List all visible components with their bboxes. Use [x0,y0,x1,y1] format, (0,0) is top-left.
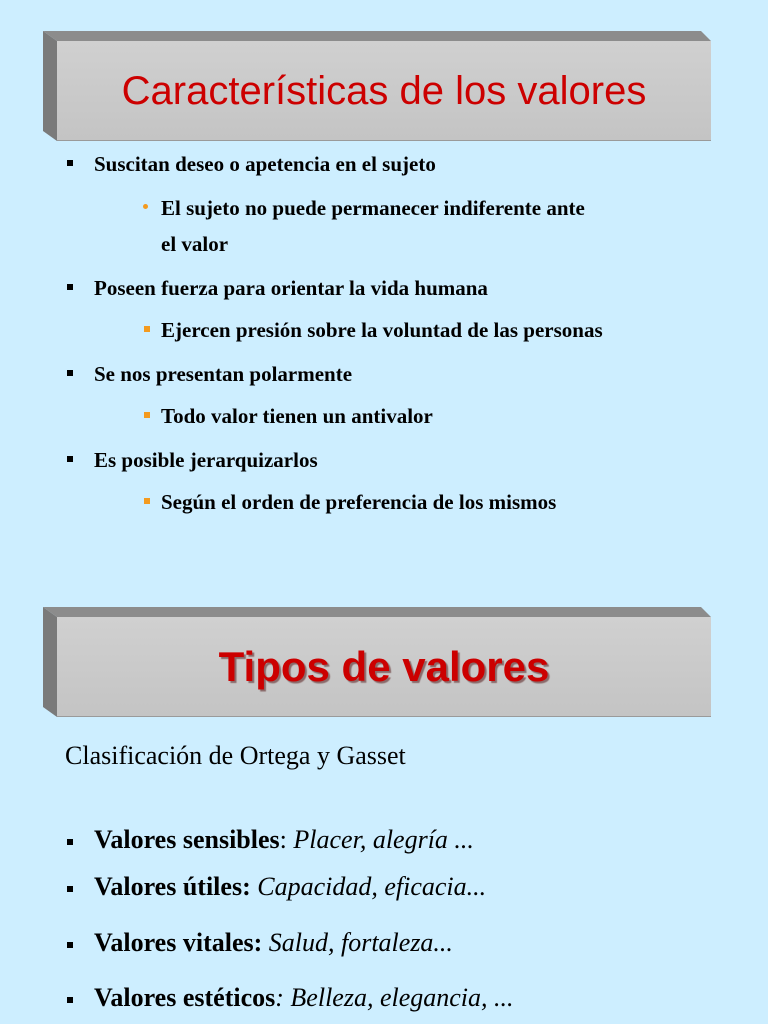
slide1-title: Características de los valores [121,68,647,113]
list-item-continuation: el valor [161,232,229,256]
list-item [94,822,474,858]
value-examples: Belleza, elegancia, ... [290,983,514,1012]
slide2-subtitle: Clasificación de Ortega y Gasset [65,741,406,770]
value-examples: Capacidad, eficacia... [257,872,487,901]
square-bullet-icon [67,160,73,166]
slide2-title-banner [43,607,711,717]
list-item: Todo valor tienen un antivalor [161,404,433,428]
value-type: Valores útiles: [94,872,251,901]
value-type: Valores estéticos [94,983,276,1012]
value-examples: Salud, fortaleza... [268,928,453,957]
square-bullet-icon [144,326,150,332]
list-item: El sujeto no puede permanecer indiferente ante [161,196,585,220]
list-item [94,980,514,1016]
list-item [94,869,486,905]
square-bullet-icon [67,284,73,290]
dot-bullet-icon [143,204,148,209]
list-item: Es posible jerarquizarlos [94,448,318,472]
list-item: Según el orden de preferencia de los mismos [161,490,557,514]
square-bullet-icon [67,942,73,948]
slide2-title: Tipos de valores [218,643,550,690]
square-bullet-icon [67,370,73,376]
list-item: Se nos presentan polarmente [94,362,353,386]
square-bullet-icon [144,412,150,418]
square-bullet-icon [144,498,150,504]
value-separator: : [275,983,291,1012]
list-item: Ejercen presión sobre la voluntad de las personas [161,318,603,342]
list-item: Suscitan deseo o apetencia en el sujeto [94,152,436,176]
square-bullet-icon [67,456,73,462]
value-type: Valores sensibles [94,825,280,854]
square-bullet-icon [67,886,73,892]
list-item: Poseen fuerza para orientar la vida humana [94,276,488,300]
value-separator: : [279,825,294,854]
square-bullet-icon [67,997,73,1003]
list-item [94,925,453,961]
square-bullet-icon [67,839,73,845]
value-examples: Placer, alegría ... [293,825,474,854]
value-type: Valores vitales: [94,928,263,957]
slide1-title-banner [43,31,711,141]
